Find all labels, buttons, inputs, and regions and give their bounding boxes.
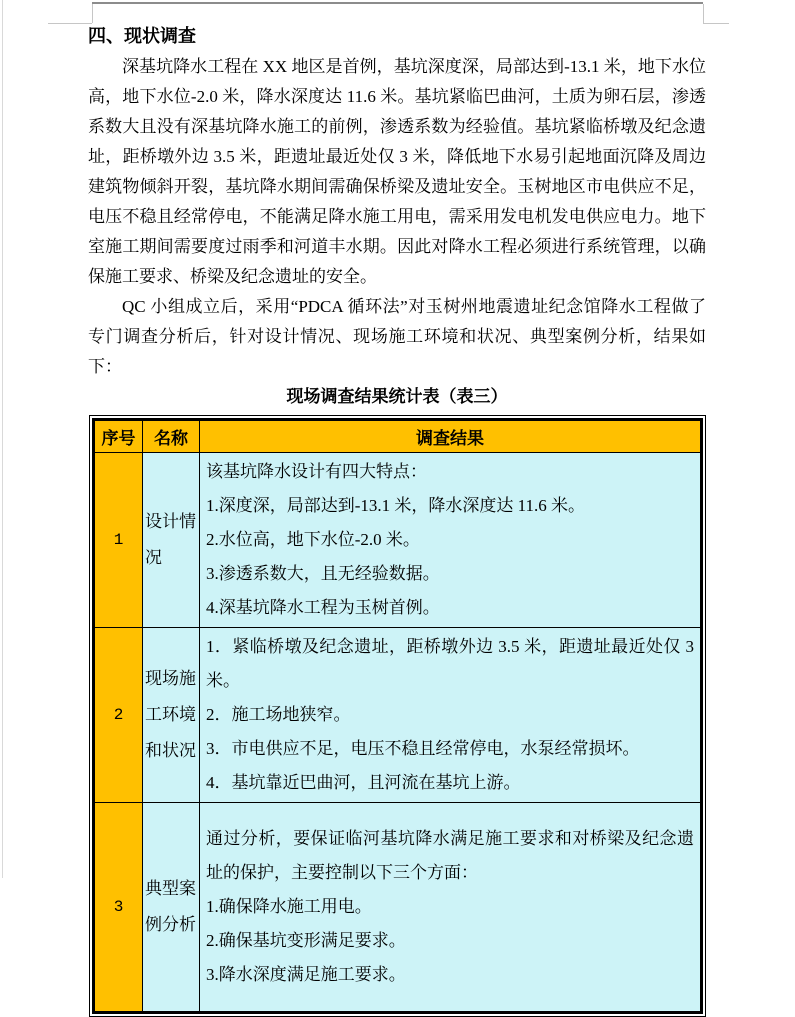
result-line: 3.降水深度满足施工要求。 <box>206 965 406 984</box>
header-cell-result: 调查结果 <box>200 420 702 453</box>
table-row <box>94 803 702 1013</box>
result-line: 3．市电供应不足，电压不稳且经常停电，水泵经常损坏。 <box>206 739 640 758</box>
crop-mark-left-vertical <box>92 4 93 23</box>
result-line: 3.渗透系数大，且无经验数据。 <box>206 564 440 583</box>
survey-results-table <box>92 418 703 1014</box>
row-index-cell: 1 <box>94 453 143 628</box>
header-cell-name: 名称 <box>143 420 200 453</box>
page-top-separator-line <box>92 2 703 4</box>
row-result-cell <box>200 628 702 803</box>
result-line: 1.确保降水施工用电。 <box>206 897 372 916</box>
row-name-cell: 设计情况 <box>143 453 200 628</box>
row-result-cell <box>200 453 702 628</box>
table-row <box>94 628 702 803</box>
body-paragraph-1: 深基坑降水工程在 XX 地区是首例，基坑深度深，局部达到-13.1 米，地下水位高，地下水位-2.0 米，降水深度达 11.6 米。基坑紧临巴曲河，土质为卵石层，渗透系数大且没有深基坑降水施工的前例，渗透系数为经验值。基坑紧临桥墩及纪念遗址，距桥墩外边 3.5 米，距遗址最近处仅 3 米，降低地下水易引起地面沉降及周边建筑物倾斜开裂，基坑降水期间需确保桥梁及遗址安全。玉树地区市电供应不足，电压不稳且经常停电，不能满足降水施工用电，需采用发电机发电供应电力。地下室施工期间需要度过雨季和河道丰水期。因此对降水工程必须进行系统管理，以确保施工要求、桥梁及纪念遗址的安全。 <box>88 57 706 286</box>
result-line: 通过分析，要保证临河基坑降水满足施工要求和对桥梁及纪念遗址的保护，主要控制以下三个方面： <box>206 829 694 882</box>
crop-mark-right-vertical <box>703 4 704 23</box>
result-line: 2.确保基坑变形满足要求。 <box>206 931 406 950</box>
table-header-row <box>94 420 702 453</box>
table-row <box>94 453 702 628</box>
crop-mark-left-horizontal <box>48 23 92 24</box>
row-index-cell: 2 <box>94 628 143 803</box>
row-name-cell: 典型案例分析 <box>143 803 200 1013</box>
document-content <box>88 22 706 1017</box>
row-result-cell <box>200 803 702 1013</box>
row-index-cell: 3 <box>94 803 143 1013</box>
survey-table-outer-border <box>89 415 706 1017</box>
window-left-edge-line <box>2 0 3 878</box>
result-line: 该基坑降水设计有四大特点： <box>206 462 427 481</box>
row-name-cell: 现场施工环境和状况 <box>143 628 200 803</box>
result-line: 2.水位高，地下水位-2.0 米。 <box>206 530 420 549</box>
header-cell-index: 序号 <box>94 420 143 453</box>
result-line: 4．基坑靠近巴曲河，且河流在基坑上游。 <box>206 773 521 792</box>
body-paragraph-2: QC 小组成立后，采用“PDCA 循环法”对玉树州地震遗址纪念馆降水工程做了专门调查分析后，针对设计情况、现场施工环境和状况、典型案例分析，结果如下： <box>88 297 706 376</box>
crop-mark-right-horizontal <box>703 23 729 24</box>
result-line: 1.深度深，局部达到-13.1 米，降水深度达 11.6 米。 <box>206 496 586 515</box>
result-line: 4.深基坑降水工程为玉树首例。 <box>206 598 440 617</box>
result-line: 1．紧临桥墩及纪念遗址，距桥墩外边 3.5 米，距遗址最近处仅 3 米。 <box>206 637 694 690</box>
result-line: 2．施工场地狭窄。 <box>206 705 351 724</box>
section-heading: 四、现状调查 <box>88 26 196 46</box>
table-caption: 现场调查结果统计表（表三） <box>286 387 508 406</box>
